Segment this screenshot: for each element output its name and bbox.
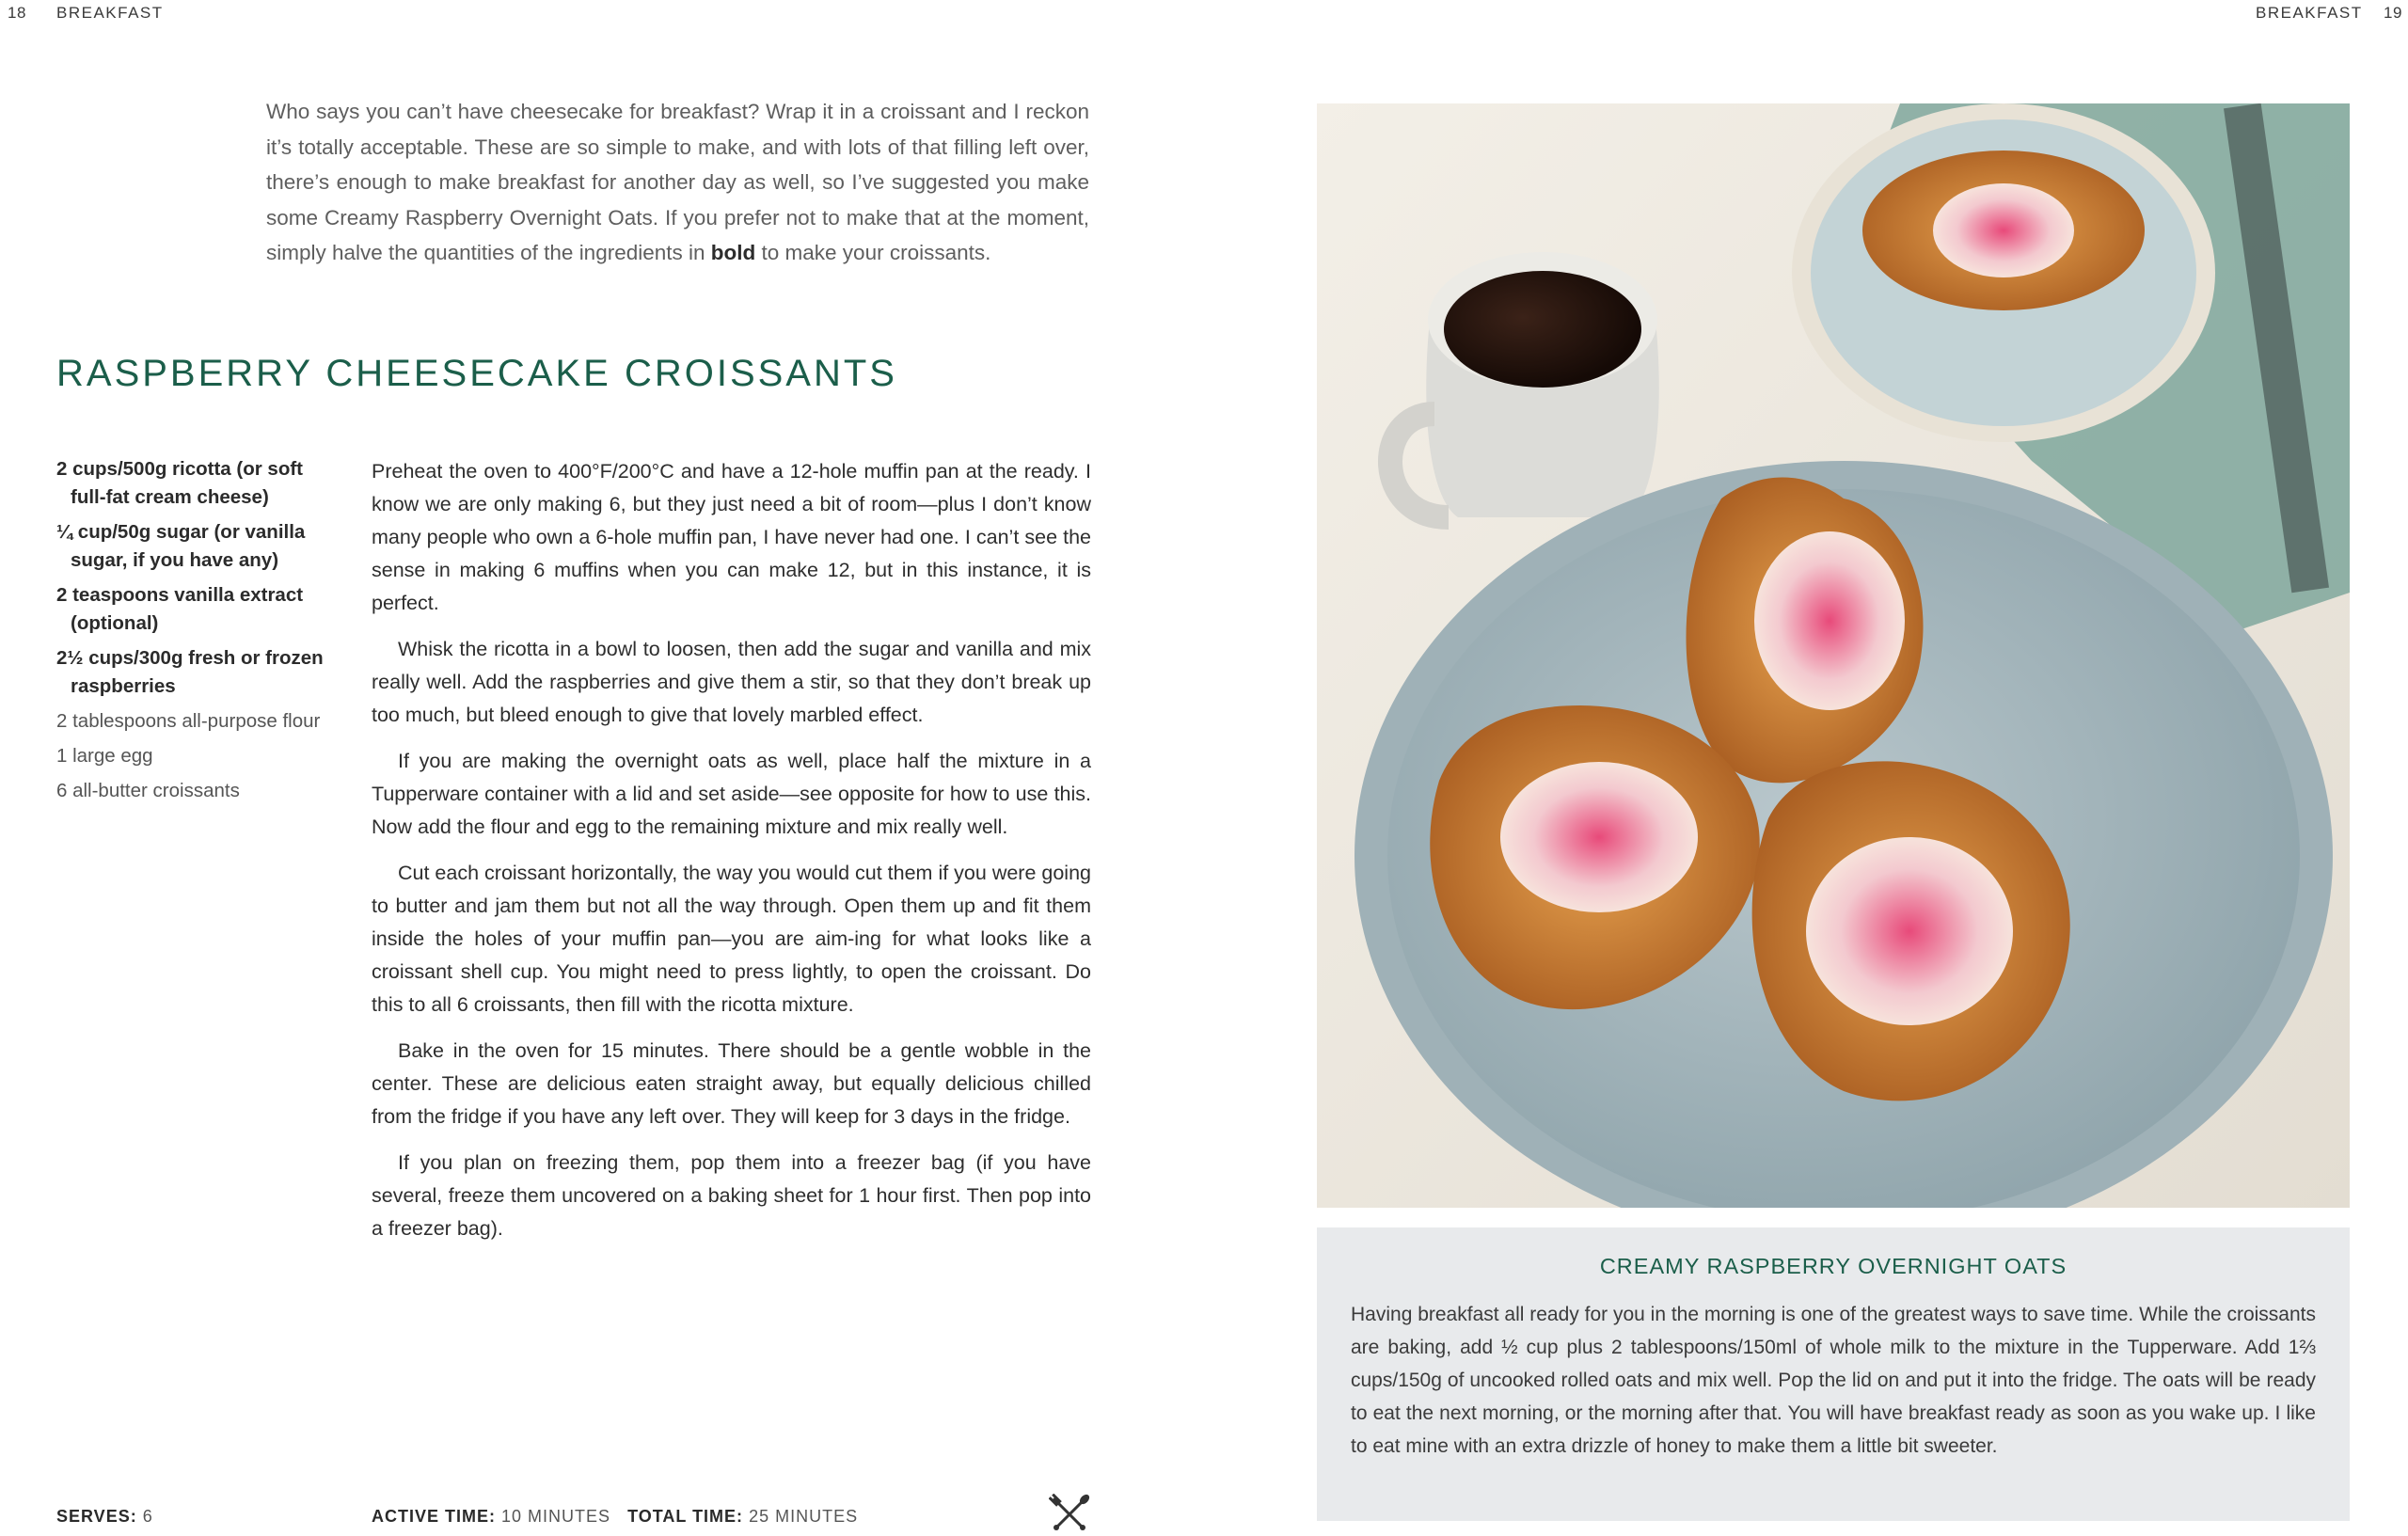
method-paragraph: Preheat the oven to 400°F/200°C and have a 12-hole muffin pan at the ready. I know we are only making 6, but they just need a bit of room—plus I don’t know many people who own a 6-hole muffin pan, I have never had one. I can’t see the sense in making 6 muffins when you can make 12, but in this instance, it is perfect. — [372, 460, 1091, 614]
intro-bold-word: bold — [710, 241, 756, 264]
right-running-head: BREAKFAST — [2256, 4, 2363, 22]
croissant-photo — [1317, 103, 2350, 1208]
total-time-value: 25 MINUTES — [749, 1507, 859, 1526]
left-running-head: BREAKFAST — [56, 4, 164, 22]
method-paragraph: Whisk the ricotta in a bowl to loosen, then add the sugar and vanilla and mix really well. Add the raspberries and give them a stir, so that they don’t break up too much, but bleed enough to give that lovely marbled effect. — [372, 638, 1091, 726]
serves-label: SERVES: — [56, 1507, 137, 1526]
overnight-oats-body: Having breakfast all ready for you in the morning is one of the greatest ways to save time. While the croissants are baking, add ½ cup plus 2 tablespoons/150ml of whole milk to the mixture in the Tupperware. Add 1⅔ cups/150g of uncooked rolled oats and mix well. Pop the lid on and put it into the fridge. The oats will be ready to eat the next morning, or the morning after that. You will have breakfast ready as soon as you wake up. I like to eat mine with an extra drizzle of honey to make them a little bit sweeter. — [1351, 1304, 2316, 1457]
method-paragraph: If you are making the overnight oats as well, place half the mixture in a Tupperware container with a lid and set aside—see opposite for how to use this. Now add the flour and egg to the remaining mixture and mix really well. — [372, 750, 1091, 838]
ingredient-item: 2 cups/500g ricotta (or soft full-fat cream cheese) — [56, 458, 304, 508]
intro-text: Who says you can’t have cheesecake for breakfast? Wrap it in a croissant and I reckon it’s totally acceptable. These are so simple to make, and with lots of that filling left over, there’s enough to make breakfast for another day as well, so I’ve suggested you make some Creamy Raspberry Overnight Oats. If you prefer not to make that at the moment, simply halve the quantities of the ingredients in — [266, 100, 1089, 264]
serves-value: 6 — [142, 1507, 153, 1526]
active-time-label: ACTIVE TIME: — [372, 1507, 496, 1526]
crossed-utensils-icon — [1049, 1494, 1090, 1531]
serves-info — [56, 1507, 153, 1527]
ingredient-item: 6 all-butter croissants — [56, 780, 240, 801]
recipe-title: RASPBERRY CHEESECAKE CROISSANTS — [56, 353, 897, 394]
right-page-number: 19 — [2384, 4, 2402, 22]
ingredient-item: 2 tablespoons all-purpose flour — [56, 710, 321, 732]
ingredient-list — [56, 455, 339, 812]
left-page-number: 18 — [8, 4, 26, 22]
ingredient-item: ¼ cup/50g sugar (or vanilla sugar, if you have any) — [56, 521, 306, 571]
total-time-label: TOTAL TIME: — [627, 1507, 744, 1526]
intro-paragraph — [266, 94, 1089, 271]
method-paragraph: If you plan on freezing them, pop them into a freezer bag (if you have several, freeze them uncovered on a baking sheet for 1 hour first. Then pop into a freezer bag). — [372, 1151, 1091, 1240]
method-paragraph: Cut each croissant horizontally, the way you would cut them if you were going to butter and jam them but not all the way through. Open them up and fit them inside the holes of your muffin pan—you are aim-ing for what looks like a croissant shell cup. You might need to press lightly, to open the croissant. Do this to all 6 croissants, then fill with the ricotta mixture. — [372, 862, 1091, 1016]
time-info — [372, 1507, 858, 1527]
overnight-oats-title: CREAMY RASPBERRY OVERNIGHT OATS — [1599, 1254, 2067, 1278]
method-steps — [372, 455, 1091, 1259]
method-paragraph: Bake in the oven for 15 minutes. There should be a gentle wobble in the center. These are delicious eaten straight away, but equally delicious chilled from the fridge if you have any left over. They will keep for 3 days in the fridge. — [372, 1039, 1091, 1128]
intro-text-end: to make your croissants. — [755, 241, 991, 264]
ingredient-item: 2½ cups/300g fresh or frozen raspberries — [56, 647, 324, 697]
overnight-oats-box — [1317, 1227, 2350, 1521]
ingredient-item: 2 teaspoons vanilla extract (optional) — [56, 584, 304, 634]
active-time-value: 10 MINUTES — [501, 1507, 611, 1526]
ingredient-item: 1 large egg — [56, 745, 153, 767]
